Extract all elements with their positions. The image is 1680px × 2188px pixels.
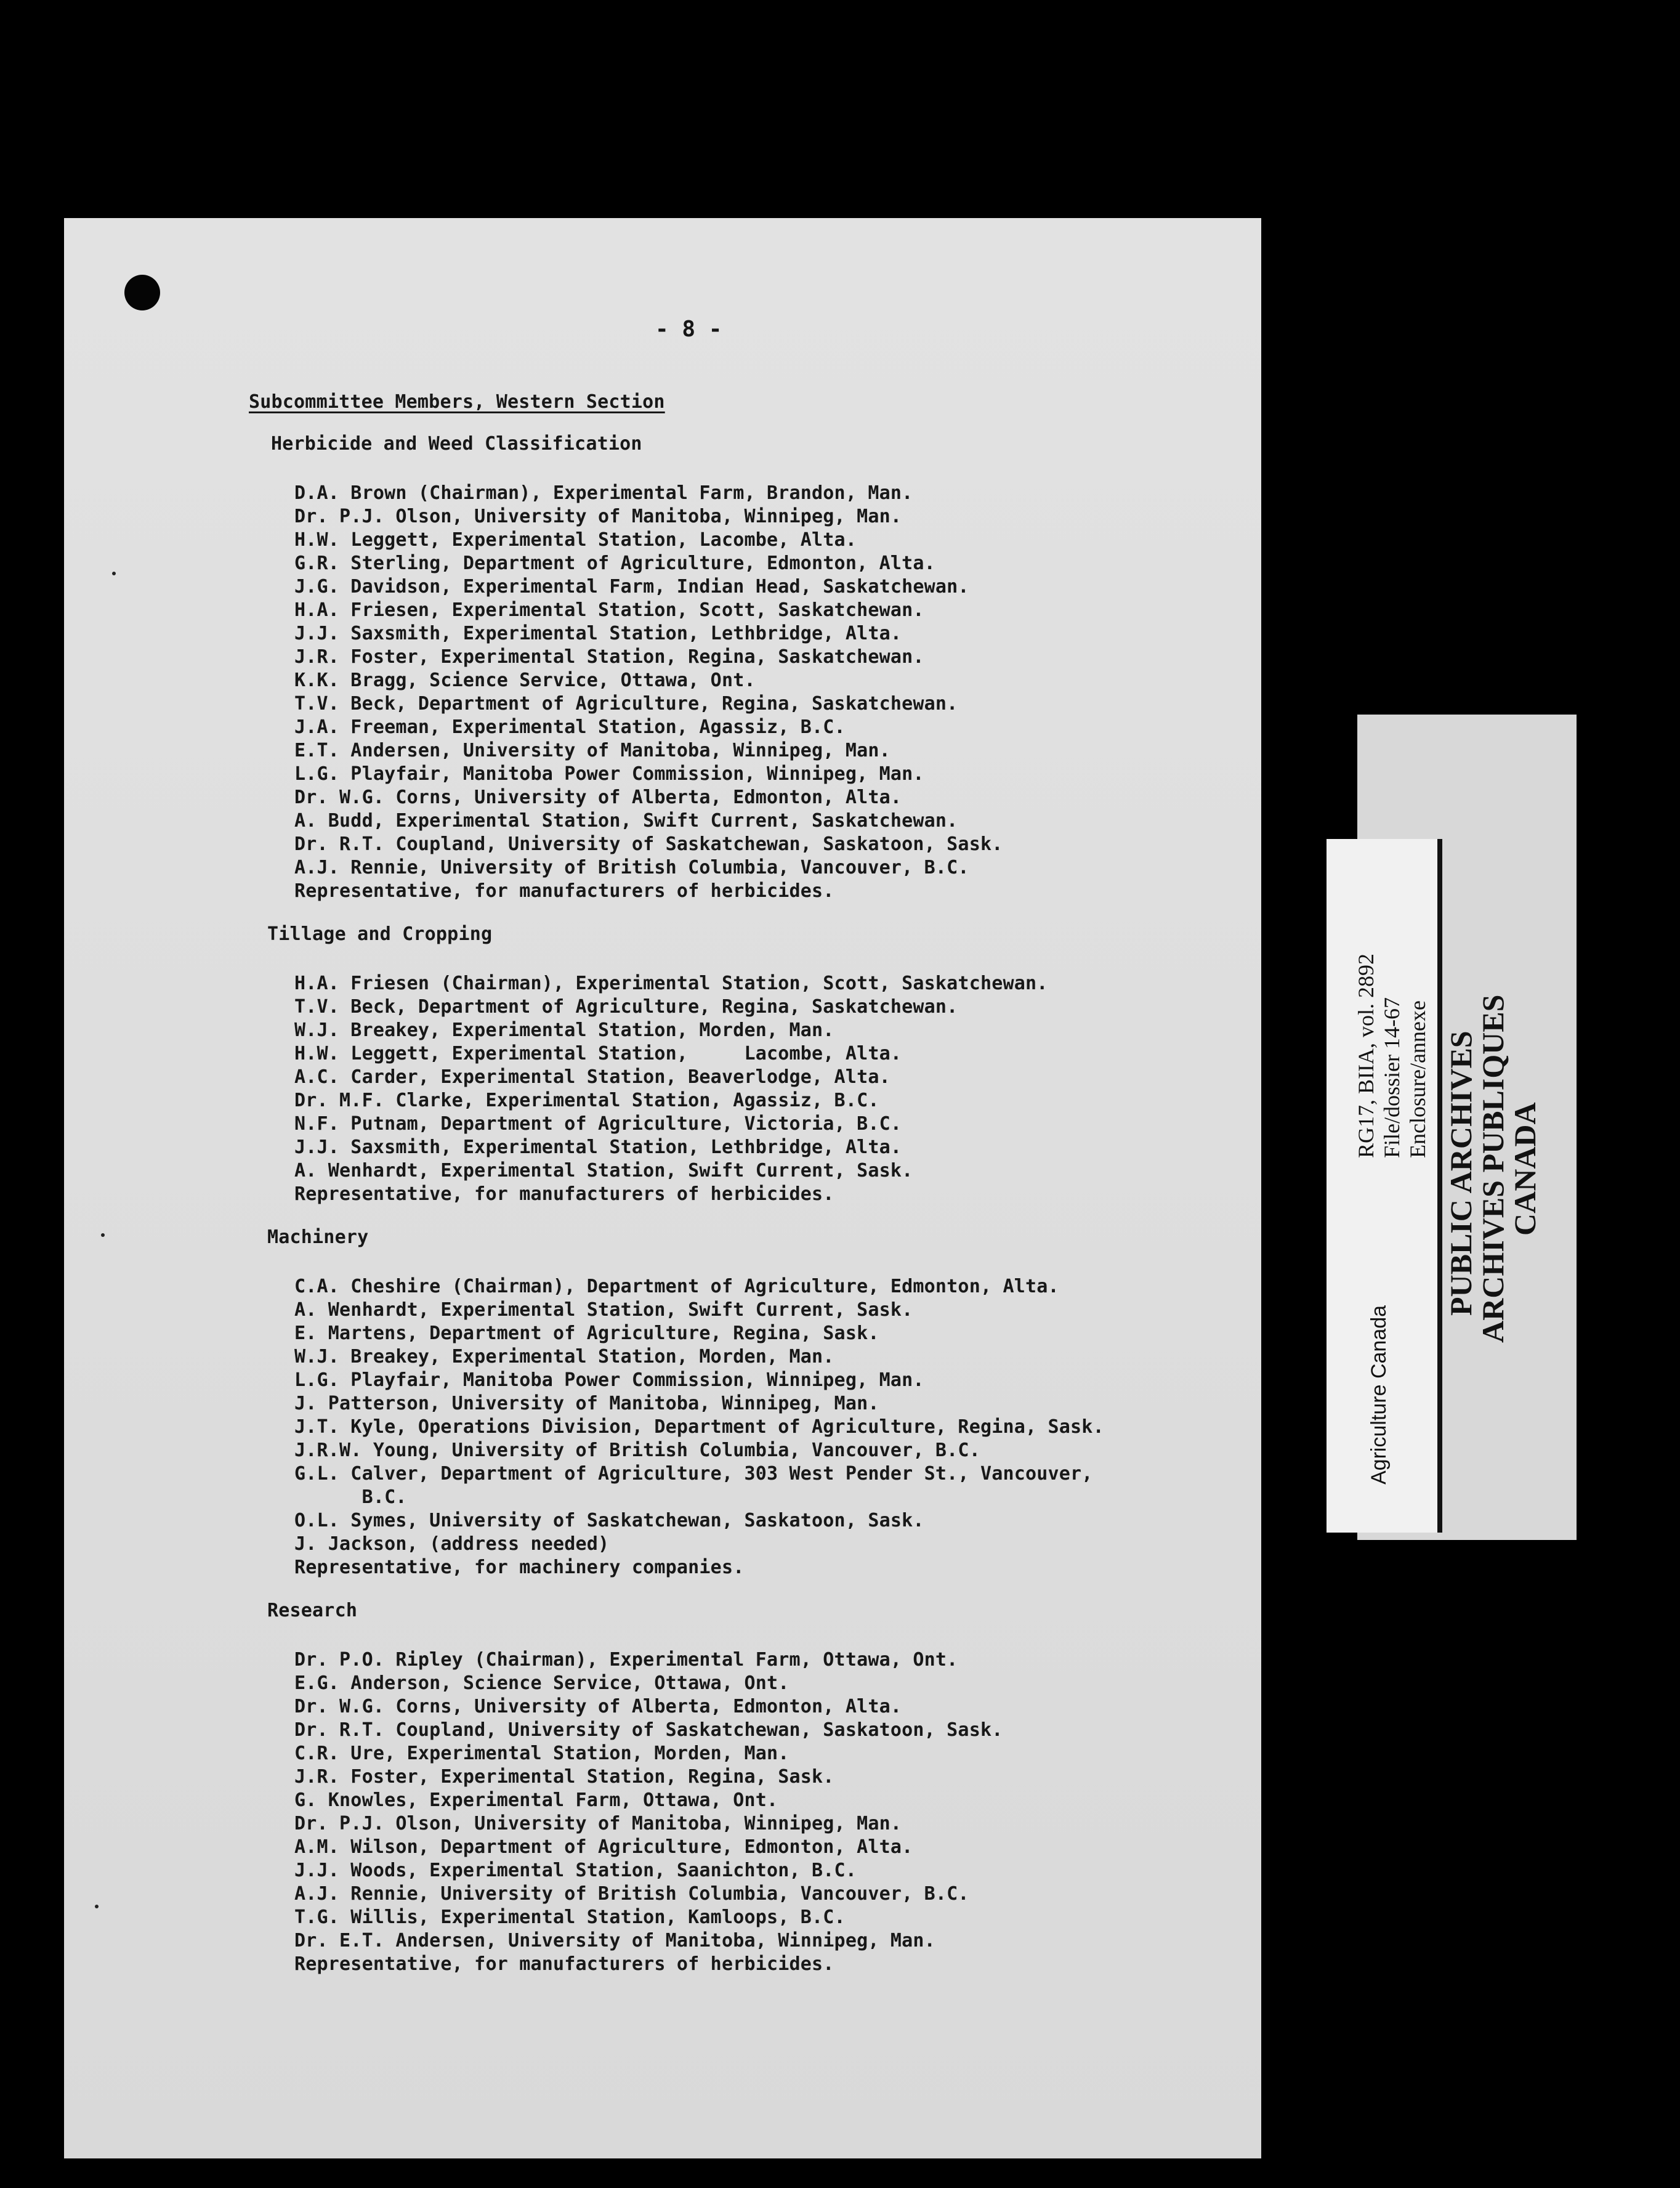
reference-line: Enclosure/annexe — [1405, 1000, 1430, 1158]
member-entry: J.J. Woods, Experimental Station, Saanichton, B.C. — [294, 1860, 857, 1881]
margin-mark — [95, 1905, 99, 1908]
member-entry: A.J. Rennie, University of British Columbia, Vancouver, B.C. — [294, 857, 969, 878]
member-entry: H.W. Leggett, Experimental Station, Lacombe, Alta. — [294, 1043, 902, 1064]
archives-stamp-line: CANADA — [1508, 1102, 1542, 1236]
member-entry: G. Knowles, Experimental Farm, Ottawa, Ont. — [294, 1789, 778, 1811]
section-heading: Tillage and Cropping — [267, 923, 493, 945]
reference-line: File/dossier 14-67 — [1379, 997, 1404, 1158]
section-heading: Research — [267, 1600, 358, 1621]
member-entry: W.J. Breakey, Experimental Station, Morden, Man. — [294, 1019, 834, 1041]
member-entry: K.K. Bragg, Science Service, Ottawa, Ont. — [294, 670, 756, 691]
member-entry: Dr. R.T. Coupland, University of Saskatchewan, Saskatoon, Sask. — [294, 833, 1003, 855]
member-entry: J.J. Saxsmith, Experimental Station, Lethbridge, Alta. — [294, 1137, 902, 1158]
member-entry: A. Wenhardt, Experimental Station, Swift Current, Sask. — [294, 1299, 913, 1321]
member-entry: H.A. Friesen, Experimental Station, Scott, Saskatchewan. — [294, 599, 924, 621]
member-entry: W.J. Breakey, Experimental Station, Morden, Man. — [294, 1346, 834, 1368]
member-entry: Dr. M.F. Clarke, Experimental Station, Agassiz, B.C. — [294, 1090, 879, 1111]
section-machinery — [249, 1226, 1246, 1579]
member-entry: A.J. Rennie, University of British Columbia, Vancouver, B.C. — [294, 1883, 969, 1905]
member-entry: L.G. Playfair, Manitoba Power Commission, Winnipeg, Man. — [294, 763, 924, 785]
member-entry: A. Wenhardt, Experimental Station, Swift Current, Sask. — [294, 1160, 913, 1181]
member-entry: Dr. P.J. Olson, University of Manitoba, Winnipeg, Man. — [294, 506, 902, 527]
member-entry: T.V. Beck, Department of Agriculture, Regina, Saskatchewan. — [294, 996, 958, 1018]
reference-line: RG17, BIIA, vol. 2892 — [1354, 954, 1378, 1158]
member-entry: J. Jackson, (address needed) — [294, 1533, 610, 1555]
member-entry: H.A. Friesen (Chairman), Experimental Station, Scott, Saskatchewan. — [294, 973, 1048, 994]
section-heading: Herbicide and Weed Classification — [271, 433, 642, 455]
member-entry: Dr. W.G. Corns, University of Alberta, Edmonton, Alta. — [294, 787, 902, 808]
member-entry: C.R. Ure, Experimental Station, Morden, Man. — [294, 1743, 790, 1764]
department-label: Agriculture Canada — [1367, 1305, 1391, 1485]
member-entry: Dr. E.T. Andersen, University of Manitoba, Winnipeg, Man. — [294, 1930, 935, 1951]
margin-mark — [112, 572, 116, 575]
member-entry: D.A. Brown (Chairman), Experimental Farm, Brandon, Man. — [294, 482, 913, 504]
member-entry: Representative, for manufacturers of herbicides. — [294, 880, 834, 902]
member-entry: N.F. Putnam, Department of Agriculture, Victoria, B.C. — [294, 1113, 902, 1135]
member-list — [294, 972, 1246, 1206]
page-number: - 8 - — [655, 317, 722, 342]
member-entry: J.R. Foster, Experimental Station, Regina, Sask. — [294, 1766, 834, 1788]
member-entry: O.L. Symes, University of Saskatchewan, Saskatoon, Sask. — [294, 1510, 924, 1531]
section-tillage-cropping — [249, 923, 1246, 1206]
member-entry: L.G. Playfair, Manitoba Power Commission, Winnipeg, Man. — [294, 1369, 924, 1391]
member-entry: T.V. Beck, Department of Agriculture, Regina, Saskatchewan. — [294, 693, 958, 715]
member-entry: Dr. W.G. Corns, University of Alberta, Edmonton, Alta. — [294, 1696, 902, 1717]
member-entry: E. Martens, Department of Agriculture, Regina, Sask. — [294, 1323, 879, 1344]
section-herbicide-weed — [249, 432, 1246, 903]
member-entry: T.G. Willis, Experimental Station, Kamloops, B.C. — [294, 1906, 846, 1928]
punch-hole — [124, 275, 160, 310]
member-entry: G.R. Sterling, Department of Agriculture, Edmonton, Alta. — [294, 553, 935, 574]
member-entry: E.G. Anderson, Science Service, Ottawa, Ont. — [294, 1672, 790, 1694]
member-entry: J.R.W. Young, University of British Columbia, Vancouver, B.C. — [294, 1440, 980, 1461]
member-entry: H.W. Leggett, Experimental Station, Lacombe, Alta. — [294, 529, 857, 551]
member-entry: J.A. Freeman, Experimental Station, Agassiz, B.C. — [294, 716, 846, 738]
section-heading: Machinery — [267, 1226, 369, 1248]
member-entry: C.A. Cheshire (Chairman), Department of Agriculture, Edmonton, Alta. — [294, 1276, 1059, 1297]
member-entry: J.R. Foster, Experimental Station, Regina, Saskatchewan. — [294, 646, 924, 668]
member-entry: Dr. P.J. Olson, University of Manitoba, Winnipeg, Man. — [294, 1813, 902, 1834]
member-entry: Representative, for manufacturers of herbicides. — [294, 1953, 834, 1975]
member-list — [294, 1648, 1246, 1976]
member-entry: G.L. Calver, Department of Agriculture, 303 West Pender St., Vancouver, — [294, 1463, 1093, 1485]
margin-mark — [101, 1233, 105, 1237]
member-entry: B.C. — [294, 1486, 407, 1508]
member-list — [294, 1275, 1246, 1579]
document-page — [64, 218, 1261, 2158]
section-research — [249, 1599, 1246, 1976]
member-entry: A.C. Carder, Experimental Station, Beaverlodge, Alta. — [294, 1066, 890, 1088]
document-title: Subcommittee Members, Western Section — [249, 391, 665, 413]
member-entry: Dr. R.T. Coupland, University of Saskatchewan, Saskatoon, Sask. — [294, 1719, 1003, 1741]
member-entry: J.T. Kyle, Operations Division, Department of Agriculture, Regina, Sask. — [294, 1416, 1104, 1438]
member-entry: A. Budd, Experimental Station, Swift Current, Saskatchewan. — [294, 810, 958, 832]
member-entry: J. Patterson, University of Manitoba, Winnipeg, Man. — [294, 1393, 879, 1414]
archives-stamp-line: ARCHIVES PUBLIQUES — [1476, 994, 1510, 1343]
member-entry: Representative, for manufacturers of herbicides. — [294, 1183, 834, 1205]
member-entry: E.T. Andersen, University of Manitoba, Winnipeg, Man. — [294, 740, 890, 761]
document-body — [249, 391, 1246, 1996]
member-entry: Representative, for machinery companies. — [294, 1557, 745, 1578]
member-entry: J.J. Saxsmith, Experimental Station, Lethbridge, Alta. — [294, 623, 902, 644]
archives-stamp-line: PUBLIC ARCHIVES — [1444, 1031, 1478, 1316]
member-entry: J.G. Davidson, Experimental Farm, Indian Head, Saskatchewan. — [294, 576, 969, 598]
member-entry: Dr. P.O. Ripley (Chairman), Experimental Farm, Ottawa, Ont. — [294, 1649, 958, 1671]
member-entry: A.M. Wilson, Department of Agriculture, Edmonton, Alta. — [294, 1836, 913, 1858]
member-list — [294, 482, 1246, 903]
